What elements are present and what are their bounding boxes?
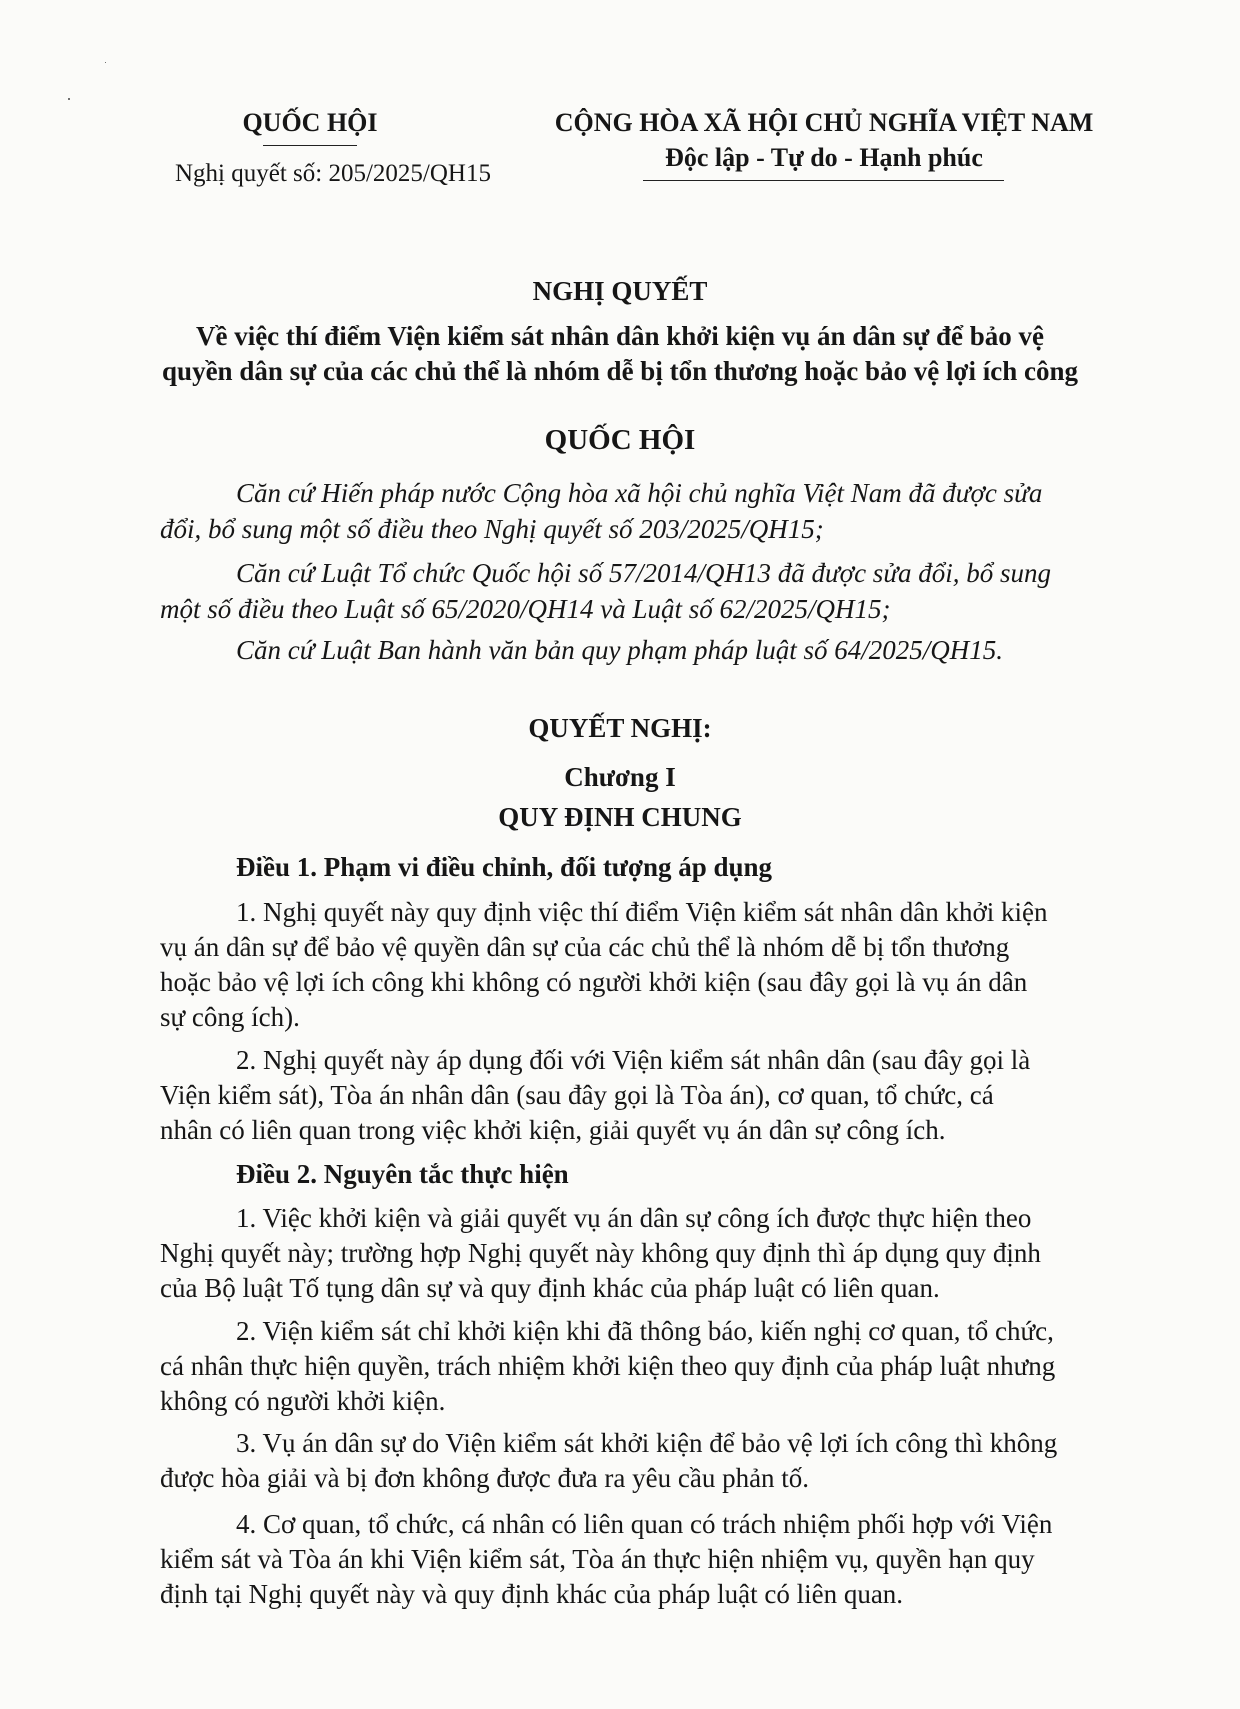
paragraph-line: định tại Nghị quyết này và quy định khác của pháp luật có liên quan. bbox=[160, 1579, 904, 1609]
motto-underline bbox=[643, 180, 1004, 181]
paragraph-line: 2. Viện kiểm sát chỉ khởi kiện khi đã thông báo, kiến nghị cơ quan, tổ chức, bbox=[236, 1316, 1054, 1346]
document-type: NGHỊ QUYẾT bbox=[532, 276, 708, 306]
paragraph-line: kiểm sát và Tòa án khi Viện kiểm sát, Tòa án thực hiện nhiệm vụ, quyền hạn quy bbox=[160, 1544, 1035, 1574]
paragraph-line: cá nhân thực hiện quyền, trách nhiệm khởi kiện theo quy định của pháp luật nhưng bbox=[160, 1351, 1056, 1381]
paragraph-line: sự công ích). bbox=[160, 1002, 300, 1032]
scan-speck bbox=[68, 98, 70, 100]
national-motto: Độc lập - Tự do - Hạnh phúc bbox=[665, 143, 983, 172]
resolution-number: Nghị quyết số: 205/2025/QH15 bbox=[175, 160, 491, 187]
issuing-body: QUỐC HỘI bbox=[544, 424, 696, 456]
legal-basis: Căn cứ Luật Ban hành văn bản quy phạm pháp luật số 64/2025/QH15. bbox=[236, 635, 1003, 665]
article-heading: Điều 1. Phạm vi điều chỉnh, đối tượng áp dụng bbox=[236, 852, 773, 882]
paragraph-line: nhân có liên quan trong việc khởi kiện, giải quyết vụ án dân sự công ích. bbox=[160, 1115, 946, 1145]
country-name: CỘNG HÒA XÃ HỘI CHỦ NGHĨA VIỆT NAM bbox=[554, 108, 1094, 137]
paragraph-line: hoặc bảo vệ lợi ích công khi không có người khởi kiện (sau đây gọi là vụ án dân bbox=[160, 967, 1028, 997]
resolves-heading: QUYẾT NGHỊ: bbox=[528, 713, 712, 743]
legal-basis: đổi, bổ sung một số điều theo Nghị quyết số 203/2025/QH15; bbox=[160, 514, 824, 544]
legal-basis: một số điều theo Luật số 65/2020/QH14 và Luật số 62/2025/QH15; bbox=[160, 594, 891, 624]
legal-basis: Căn cứ Hiến pháp nước Cộng hòa xã hội chủ nghĩa Việt Nam đã được sửa bbox=[236, 478, 1043, 508]
subject-line: Về việc thí điểm Viện kiểm sát nhân dân khởi kiện vụ án dân sự để bảo vệ bbox=[195, 321, 1045, 351]
issuer-underline bbox=[263, 145, 357, 146]
paragraph-line: 4. Cơ quan, tổ chức, cá nhân có liên quan có trách nhiệm phối hợp với Viện bbox=[236, 1509, 1053, 1539]
paragraph-line: vụ án dân sự để bảo vệ quyền dân sự của các chủ thể là nhóm dễ bị tổn thương bbox=[160, 932, 1010, 962]
chapter-title: QUY ĐỊNH CHUNG bbox=[498, 802, 742, 832]
paragraph-line: Nghị quyết này; trường hợp Nghị quyết này không quy định thì áp dụng quy định bbox=[160, 1238, 1041, 1268]
legal-basis: Căn cứ Luật Tổ chức Quốc hội số 57/2014/QH13 đã được sửa đổi, bổ sung bbox=[236, 558, 1052, 588]
issuer-org: QUỐC HỘI bbox=[242, 108, 378, 137]
paragraph-line: Viện kiểm sát), Tòa án nhân dân (sau đây gọi là Tòa án), cơ quan, tổ chức, cá bbox=[160, 1080, 994, 1110]
paragraph-line: 2. Nghị quyết này áp dụng đối với Viện kiểm sát nhân dân (sau đây gọi là bbox=[236, 1045, 1031, 1075]
paragraph-line: không có người khởi kiện. bbox=[160, 1386, 446, 1416]
chapter-number: Chương I bbox=[564, 762, 676, 792]
scan-speck bbox=[105, 62, 106, 63]
paragraph-line: 1. Nghị quyết này quy định việc thí điểm Viện kiểm sát nhân dân khởi kiện bbox=[236, 897, 1048, 927]
paragraph-line: của Bộ luật Tố tụng dân sự và quy định khác của pháp luật có liên quan. bbox=[160, 1273, 940, 1303]
paragraph-line: được hòa giải và bị đơn không được đưa ra yêu cầu phản tố. bbox=[160, 1463, 810, 1493]
paragraph-line: 1. Việc khởi kiện và giải quyết vụ án dân sự công ích được thực hiện theo bbox=[236, 1203, 1032, 1233]
subject-line: quyền dân sự của các chủ thể là nhóm dễ bị tổn thương hoặc bảo vệ lợi ích công bbox=[162, 356, 1078, 386]
paragraph-line: 3. Vụ án dân sự do Viện kiểm sát khởi kiện để bảo vệ lợi ích công thì không bbox=[236, 1428, 1058, 1458]
article-heading: Điều 2. Nguyên tắc thực hiện bbox=[236, 1159, 569, 1189]
